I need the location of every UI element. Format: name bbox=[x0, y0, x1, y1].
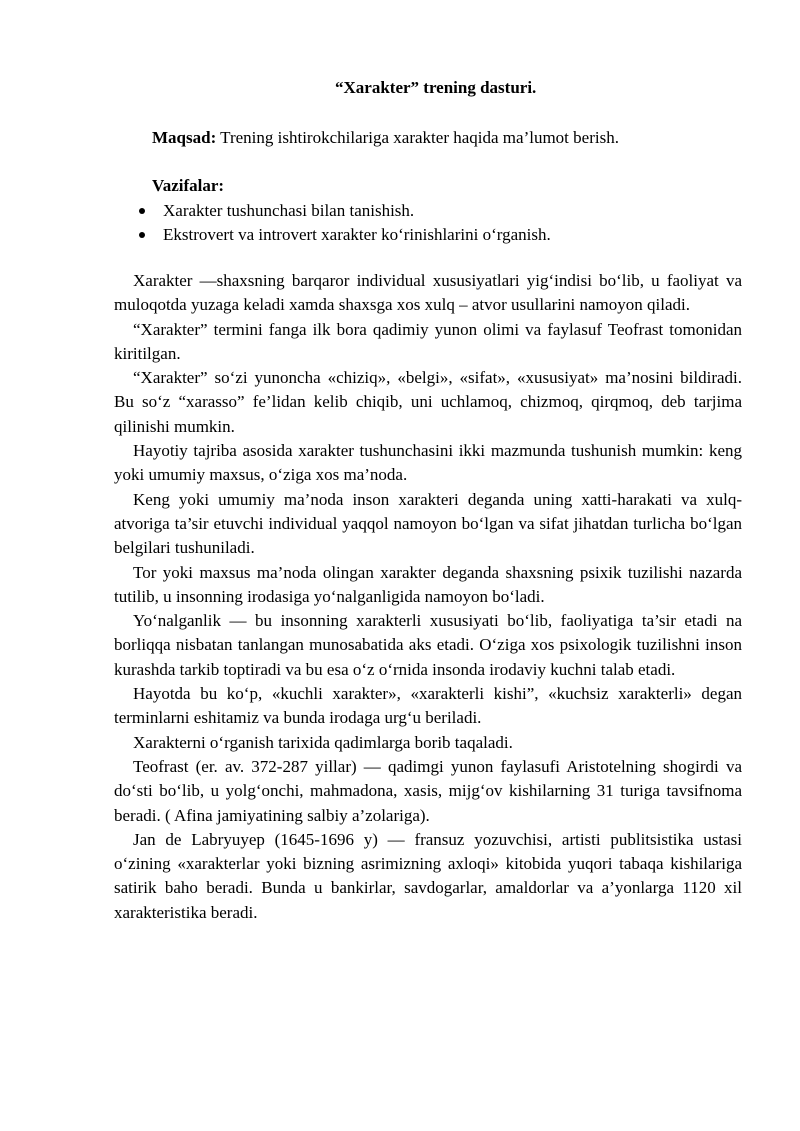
task-item bbox=[136, 199, 551, 223]
goal-line bbox=[152, 126, 619, 150]
paragraph: Yo‘nalganlik — bu insonning xarakterli xususiyati bo‘lib, faoliyatiga ta’sir etadi na borliqqa nisbatan tanlangan munosabatida aks etadi. O‘ziga xos psixologik tuzilishni inson kurashda tarkib toptiradi va bu esa o‘z o‘rnida insonda irodaviy kuchni talab etadi. bbox=[114, 611, 742, 679]
paragraph: Jan de Labryuyep (1645-1696 y) — fransuz yozuvchisi, artisti publitsistika ustasi o‘zining «xarakterlar yoki bizning asrimizning axloqi» kitobida yuqori tabaqa kishilariga satirik baho beradi. Bunda u bankirlar, savdogarlar, amaldorlar va a’yonlarga 1120 xil xarakteristika beradi. bbox=[114, 829, 742, 922]
paragraph: Xarakterni o‘rganish tarixida qadimlarga borib taqaladi. bbox=[133, 732, 513, 752]
task-item bbox=[136, 223, 551, 247]
paragraph: Keng yoki umumiy ma’noda inson xarakteri deganda uning xatti-harakati va xulq-atvoriga ta’sir etuvchi individual yaqqol namoyon bo‘lgan va sifat jihatdan turlicha bo‘lgan belgilari tushuniladi. bbox=[114, 489, 742, 558]
tasks-list bbox=[136, 199, 551, 247]
paragraph: “Xarakter” termini fanga ilk bora qadimiy yunon olimi va faylasuf Teofrast tomonidan kiritilgan. bbox=[114, 319, 742, 363]
paragraph: Hayotiy tajriba asosida xarakter tushunchasini ikki mazmunda tushunish mumkin: keng yoki umumiy maxsus, o‘ziga xos ma’noda. bbox=[114, 441, 742, 485]
bullet-icon bbox=[139, 232, 145, 238]
paragraph: Teofrast (er. av. 372-287 yillar) — qadimgi yunon faylasufi Aristotelning shogirdi va do‘sti bo‘lib, u yolg‘onchi, mahmadona, xasis, mijg‘ov kishilarning 31 turiga tavsifnoma beradi. ( Afina jamiyatining salbiy a’zolariga). bbox=[114, 756, 742, 825]
paragraph: “Xarakter” so‘zi yunoncha «chiziq», «belgi», «sifat», «xususiyat» ma’nosini bildiradi. Bu so‘z “xarasso” fe’lidan kelib chiqib, uni uchlamoq, chizmoq, qirqmoq, deb tarjima qilinishi mumkin. bbox=[114, 368, 742, 436]
tasks-heading: Vazifalar: bbox=[152, 176, 225, 195]
bullet-icon bbox=[139, 208, 145, 214]
task-item-text: Ekstrovert va introvert xarakter ko‘rinishlarini o‘rganish. bbox=[163, 225, 551, 244]
paragraph: Tor yoki maxsus ma’noda olingan xarakter deganda shaxsning psixik tuzilishi nazarda tutilib, u insonning irodasiga yo‘nalganligida namoyon bo‘ladi. bbox=[114, 562, 742, 606]
paragraph: Hayotda bu ko‘p, «kuchli xarakter», «xarakterli kishi”, «kuchsiz xarakterli» degan terminlarni eshitamiz va bunda irodaga urg‘u beriladi. bbox=[114, 684, 742, 728]
document-title: “Xarakter” trening dasturi. bbox=[335, 78, 537, 97]
goal-text: Trening ishtirokchilariga xarakter haqida ma’lumot berish. bbox=[216, 128, 619, 147]
body-text bbox=[114, 269, 742, 925]
paragraph: Xarakter —shaxsning barqaror individual xususiyatlari yig‘indisi bo‘lib, u faoliyat va muloqotda yuzaga keladi xamda shaxsga xos xulq – atvor usullarini namoyon qiladi. bbox=[114, 271, 742, 315]
goal-label: Maqsad: bbox=[152, 128, 217, 147]
task-item-text: Xarakter tushunchasi bilan tanishish. bbox=[163, 201, 415, 220]
